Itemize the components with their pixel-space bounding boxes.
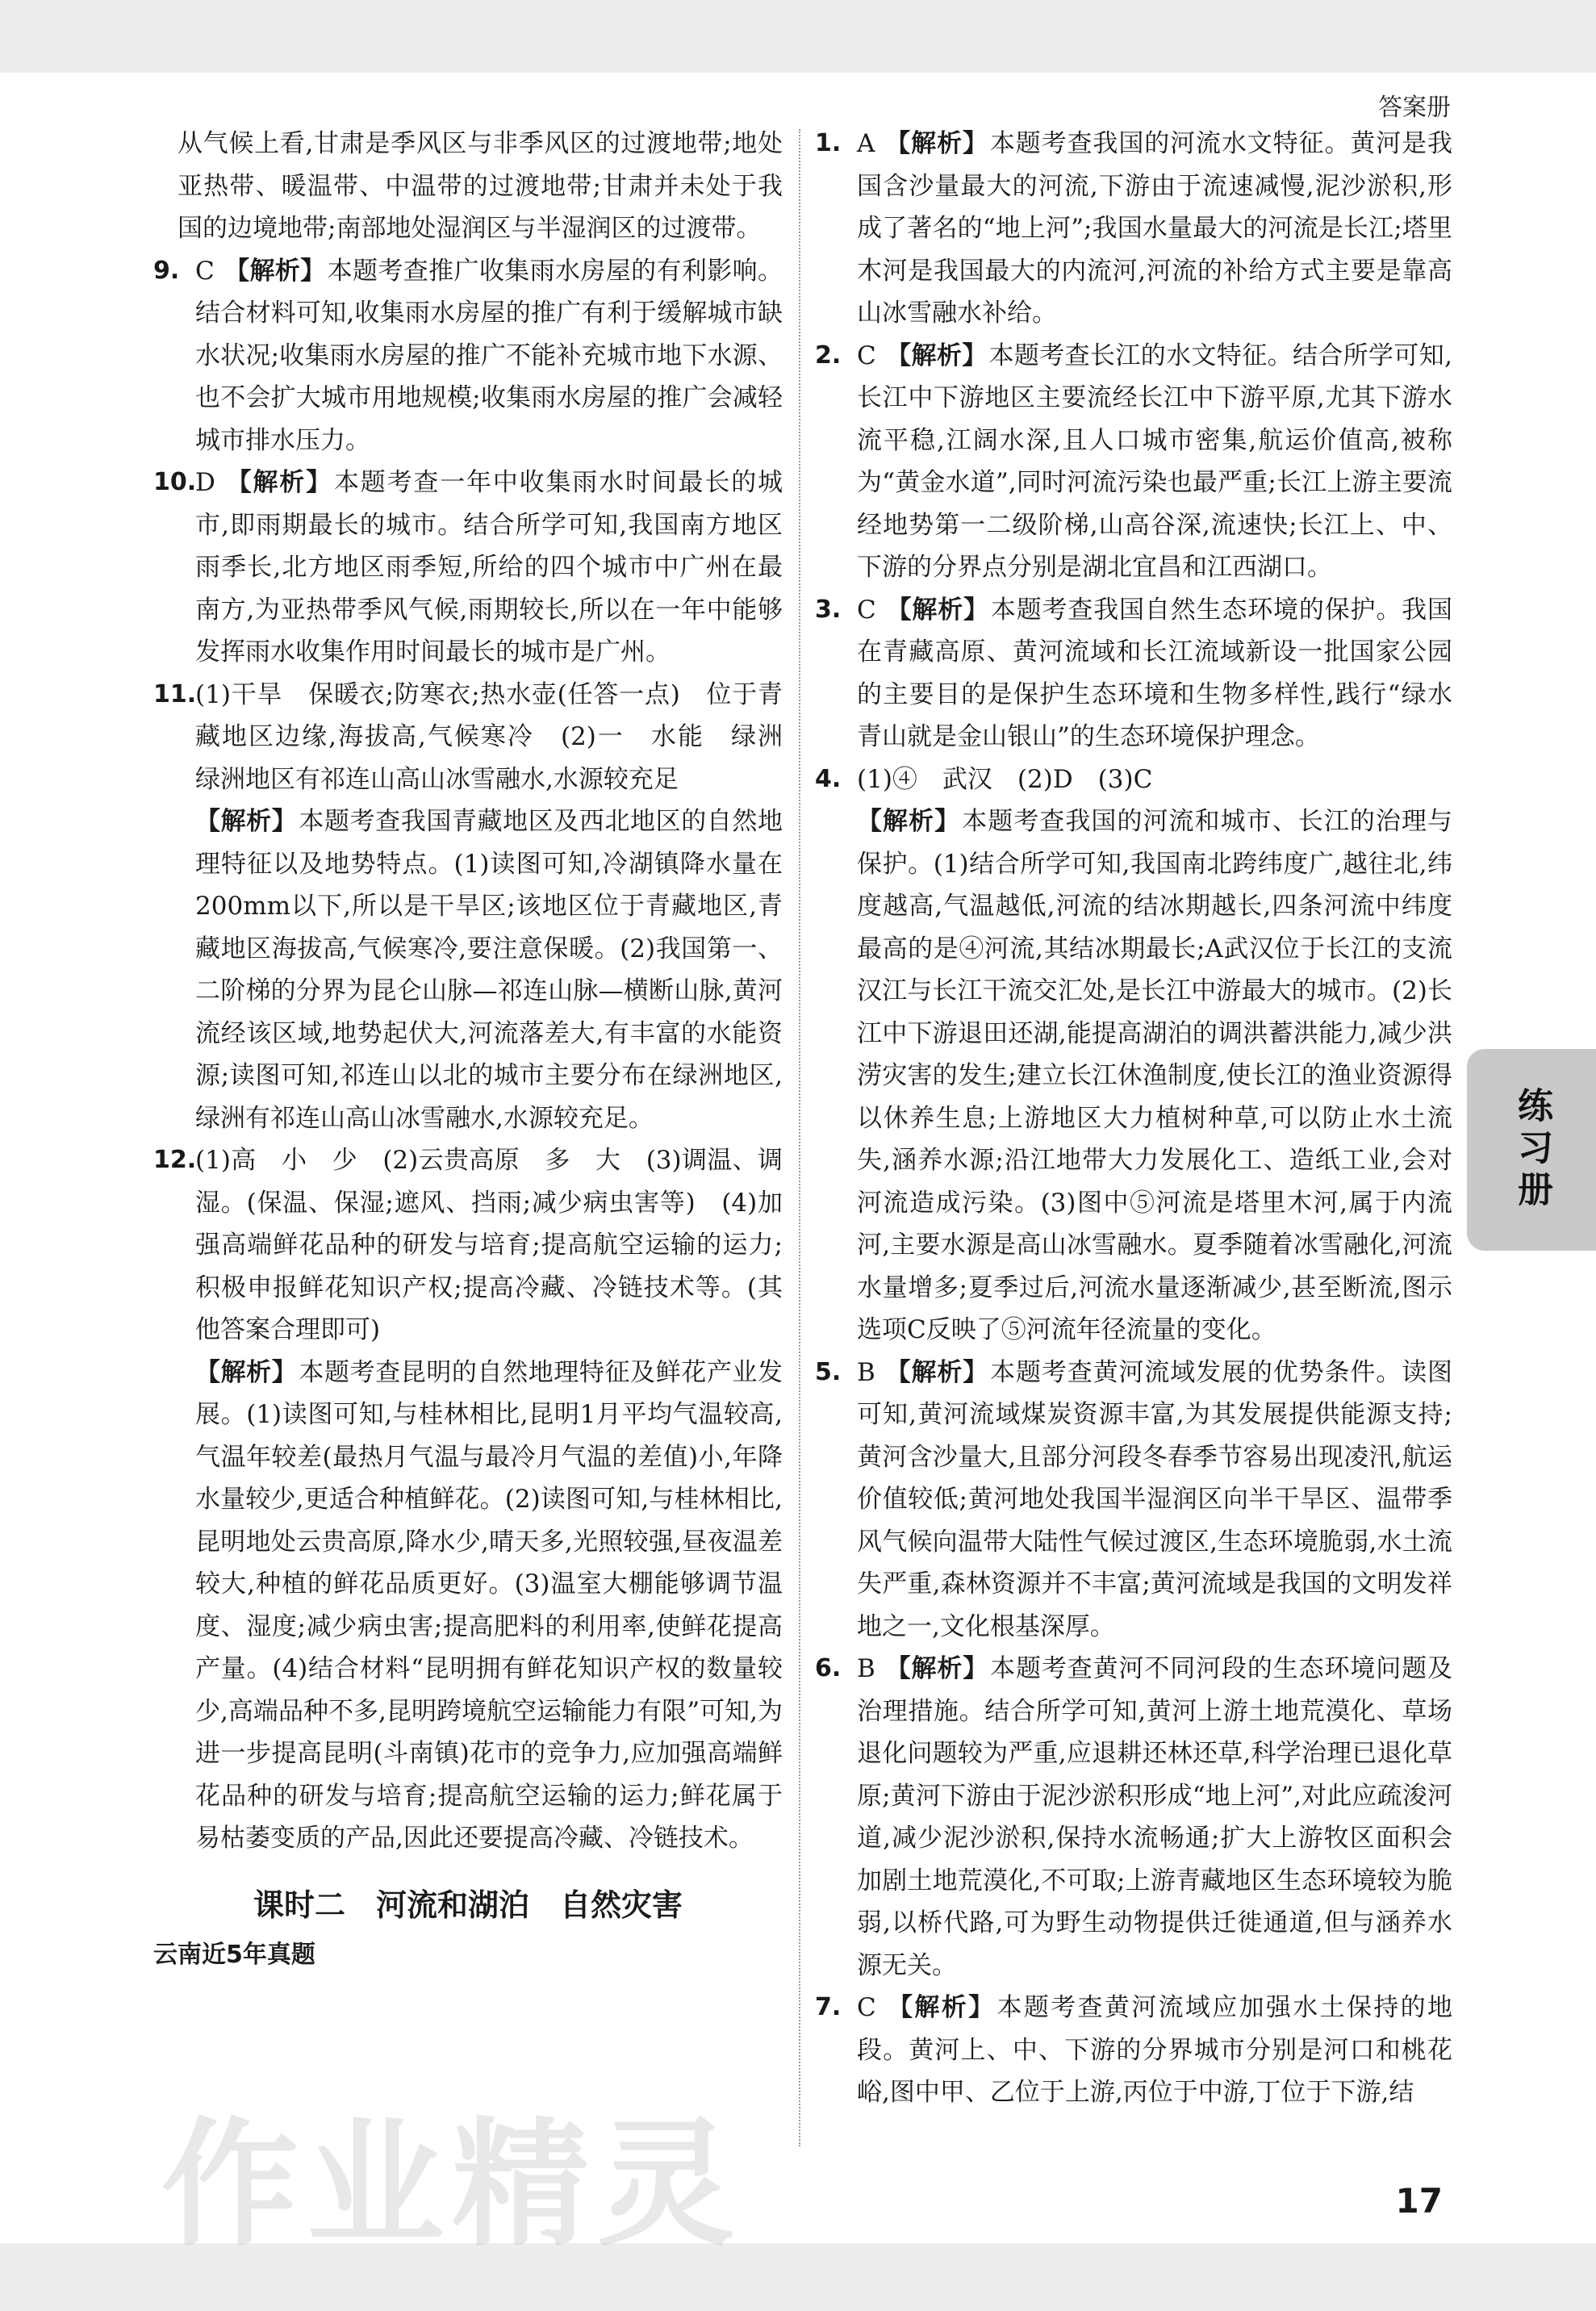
question-1 (815, 123, 1452, 335)
analysis-text: 本题考查我国的河流水文特征。黄河是我国含沙量最大的河流,下游由于流速减慢,泥沙淤积,形成了著名的“地上河”;我国水量最大的河流是长江;塔里木河是我国最大的内流河,河流的补给方式主要是靠高山冰雪融水补给。 (857, 129, 1453, 328)
question-4 (815, 758, 1452, 1352)
answer: B (857, 1357, 875, 1387)
answer: A (857, 129, 875, 158)
analysis-text: 本题考查黄河流域发展的优势条件。读图可知,黄河流域煤炭资源丰富,为其发展提供能源支持;黄河含沙量大,且部分河段冬春季节容易出现凌汛,航运价值较低;黄河地处我国半湿润区向半干旱区、温带季风气候向温带大陆性气候过渡区,生态环境脆弱,水土流失严重,森林资源并不丰富;黄河流域是我国的文明发祥地之一,文化根基深厚。 (857, 1357, 1453, 1641)
analysis-tag: 【解析】 (224, 468, 332, 497)
question-number: 11. (153, 679, 197, 708)
analysis-text: 本题考查一年中收集雨水时间最长的城市,即雨期最长的城市。结合所学可知,我国南方地区雨季长,北方地区雨季短,所给的四个城市中广州在最南方,为亚热带季风气候,雨期较长,所以在一年中能够发挥雨水收集作用时间最长的城市是广州。 (195, 468, 783, 667)
left-column (153, 123, 808, 1976)
question-3 (815, 589, 1452, 758)
question-2 (815, 335, 1452, 589)
question-number: 1. (815, 129, 842, 157)
question-number: 2. (815, 341, 842, 370)
answer: C (857, 1993, 876, 2022)
analysis-text: 本题考查推广收集雨水房屋的有利影响。结合材料可知,收集雨水房屋的推广有利于缓解城市缺水状况;收集雨水房屋的推广不能补充城市地下水源、也不会扩大城市用地规模;收集雨水房屋的推广会减轻城市排水压力。 (195, 256, 783, 455)
analysis-tag: 【解析】 (885, 595, 989, 625)
analysis-tag: 【解析】 (884, 1654, 989, 1683)
analysis-tag: 【解析】 (857, 807, 961, 836)
column-divider (799, 129, 800, 2146)
analysis-tag: 【解析】 (885, 1993, 996, 2022)
answer: C (195, 256, 215, 286)
question-5 (815, 1352, 1452, 1649)
question-6 (815, 1648, 1452, 1987)
analysis-text: 本题考查我国自然生态环境的保护。我国在青藏高原、黄河流域和长江流域新设一批国家公园的主要目的是保护生态环境和生物多样性,践行“绿水青山就是金山银山”的生态环境保护理念。 (857, 595, 1453, 751)
question-11 (153, 674, 808, 1140)
question-12 (153, 1139, 783, 1860)
question-number: 4. (815, 764, 842, 793)
question-number: 5. (815, 1357, 842, 1386)
analysis-tag: 【解析】 (885, 341, 988, 370)
page-number: 17 (1395, 2181, 1443, 2221)
watermark: 作业精灵 (161, 2105, 743, 2265)
section-title: 课时二 河流和湖泊 自然灾害 (253, 1887, 683, 1923)
header-label: 答案册 (1378, 94, 1451, 122)
answer: (1)④ 武汉 (2)D (3)C (857, 764, 1153, 794)
question-number: 6. (815, 1654, 842, 1682)
page (0, 73, 1596, 2265)
side-tab-label: 练习册 (1511, 1087, 1552, 1213)
answer: (1)高 小 少 (2)云贵高原 多 大 (3)调温、调湿。(保温、保湿;遮风、挡雨;减少病虫害等) (4)加强高端鲜花品种的研发与培育;提高航空运输的运力;积极申报鲜花知识产权;提高冷藏、冷链技术等。(其他答案合理即可) (195, 1146, 783, 1344)
analysis-text: 本题考查昆明的自然地理特征及鲜花产业发展。(1)读图可知,与桂林相比,昆明1月平均气温较高,气温年较差(最热月气温与最冷月气温的差值)小,年降水量较少,更适合种植鲜花。(2)读图可知,与桂林相比,昆明地处云贵高原,降水少,晴天多,光照较强,昼夜温差较大,种植的鲜花品质更好。(3)温室大棚能够调节温度、湿度;减少病虫害;提高肥料的利用率,使鲜花提高产量。(4)结合材料“昆明拥有鲜花知识产权的数量较少,高端品种不多,昆明跨境航空运输能力有限”可知,为进一步提高昆明(斗南镇)花市的竞争力,应加强高端鲜花品种的研发与培育;提高航空运输的运力;鲜花属于易枯萎变质的产品,因此还要提高冷藏、冷链技术。 (195, 1357, 783, 1853)
analysis-tag: 【解析】 (884, 129, 988, 158)
question-number: 7. (815, 1993, 842, 2021)
answer: C (857, 341, 876, 370)
analysis-text: 本题考查我国的河流和城市、长江的治理与保护。(1)结合所学可知,我国南北跨纬度广,越往北,纬度越高,气温越低,河流的结冰期越长,四条河流中纬度最高的是④河流,其结冰期最长;A武汉位于长江的支流汉江与长江干流交汇处,是长江中游最大的城市。(2)长江中下游退田还湖,能提高湖泊的调洪蓄洪能力,减少洪涝灾害的发生;建立长江休渔制度,使长江的渔业资源得以休养生息;上游地区大力植树种草,可以防止水土流失,涵养水源;沿江地带大力发展化工、造纸工业,会对河流造成污染。(3)图中⑤河流是塔里木河,属于内流河,主要水源是高山冰雪融水。夏季随着冰雪融化,河流水量增多;夏季过后,河流水量逐渐减少,甚至断流,图示选项C反映了⑤河流年径流量的变化。 (857, 807, 1453, 1344)
analysis-tag: 【解析】 (195, 1357, 298, 1387)
analysis-text: 本题考查长江的水文特征。结合所学可知,长江中下游地区主要流经长江中下游平原,尤其下游水流平稳,江阔水深,且人口城市密集,航运价值高,被称为“黄金水道”,同时河流污染也最严重;长江上游主要流经地势第一二级阶梯,山高谷深,流速快;长江上、中、下游的分界点分别是湖北宜昌和江西湖口。 (857, 341, 1452, 582)
answer: C (857, 595, 876, 625)
analysis-tag: 【解析】 (224, 256, 326, 286)
sub-title: 云南近5年真题 (153, 1940, 315, 1969)
question-number: 12. (153, 1146, 197, 1174)
question-7 (815, 1987, 1452, 2114)
analysis-tag: 【解析】 (195, 807, 298, 836)
answer: B (857, 1654, 875, 1683)
question-number: 9. (153, 256, 180, 285)
question-9 (153, 250, 783, 462)
question-number: 10. (153, 468, 197, 496)
analysis-tag: 【解析】 (884, 1357, 989, 1387)
answer: D (195, 468, 215, 497)
analysis-text: 本题考查我国青藏地区及西北地区的自然地理特征以及地势特点。(1)读图可知,冷湖镇降水量在200mm以下,所以是干旱区;该地区位于青藏地区,青藏地区海拔高,气候寒冷,要注意保暖。(2)我国第一、二阶梯的分界为昆仑山脉—祁连山脉—横断山脉,黄河流经该区域,地势起伏大,河流落差大,有丰富的水能资源;读图可知,祁连山以北的城市主要分布在绿洲地区,绿洲有祁连山高山冰雪融水,水源较充足。 (195, 807, 783, 1133)
analysis-text: 本题考查黄河流域应加强水土保持的地段。黄河上、中、下游的分界城市分别是河口和桃花峪,图中甲、乙位于上游,丙位于中游,丁位于下游,结 (857, 1993, 1453, 2107)
continued-paragraph: 从气候上看,甘肃是季风区与非季风区的过渡地带;地处亚热带、暖温带、中温带的过渡地带;甘肃并未处于我国的边境地带;南部地处湿润区与半湿润区的过渡带。 (178, 129, 783, 243)
answer: (1)干旱 保暖衣;防寒衣;热水壶(任答一点) 位于青藏地区边缘,海拔高,气候寒冷 (2)一 水能 绿洲 绿洲地区有祁连山高山冰雪融水,水源较充足 (195, 679, 808, 794)
question-number: 3. (815, 595, 842, 624)
question-10 (153, 462, 783, 674)
right-column (815, 123, 1452, 2114)
continued-text (153, 123, 783, 250)
analysis-text: 本题考查黄河不同河段的生态环境问题及治理措施。结合所学可知,黄河上游土地荒漠化、草场退化问题较为严重,应退耕还林还草,科学治理已退化草原;黄河下游由于泥沙淤积形成“地上河”,对此应疏浚河道,减少泥沙淤积,保持水流畅通;扩大上游牧区面积会加剧土地荒漠化,不可取;上游青藏地区生态环境较为脆弱,以桥代路,可为野生动物提供迁徙通道,但与涵养水源无关。 (857, 1654, 1453, 1980)
side-tab-practice-book (1467, 1049, 1596, 1251)
